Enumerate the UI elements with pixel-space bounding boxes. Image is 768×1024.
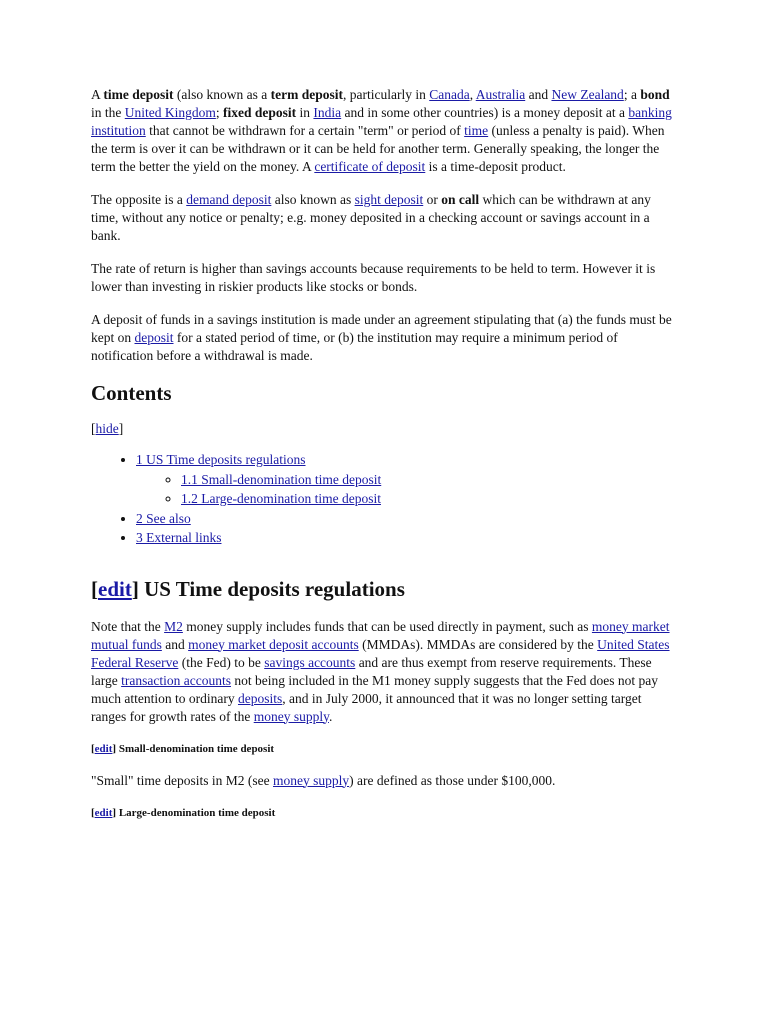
bracket: ] <box>118 421 124 436</box>
edit-link[interactable]: edit <box>94 806 113 819</box>
text: for a stated period of time, or (b) the institution may require a minimum period of notification before a withdrawal is made. <box>91 330 618 363</box>
text: (unless a penalty is paid). When the term is over it can be withdrawn or it can be held for another term. Generally speaking, the longer the term the better the yield on the money. A <box>91 123 665 174</box>
text: (MMDAs). MMDAs are considered by the <box>358 636 598 652</box>
toc-link-external-links[interactable]: 3 External links <box>136 530 222 545</box>
text: "Small" time deposits in M2 (see <box>91 772 274 788</box>
text: also known as <box>271 192 355 207</box>
intro-paragraph-1 <box>91 86 679 176</box>
link-india[interactable]: India <box>313 105 342 120</box>
section-heading-us-regulations <box>91 576 679 602</box>
intro-paragraph-2 <box>91 191 679 245</box>
text: ; <box>215 105 224 120</box>
link-sight-deposit[interactable]: sight deposit <box>354 192 424 207</box>
link-transaction-accounts[interactable]: transaction accounts <box>121 672 231 688</box>
toc-item <box>181 489 679 509</box>
text: and <box>161 636 189 652</box>
link-money-supply[interactable]: money supply <box>253 708 329 724</box>
text: in the <box>91 105 125 120</box>
link-money-supply[interactable]: money supply <box>273 772 350 788</box>
text: in <box>296 105 314 120</box>
hide-toc-link[interactable]: hide <box>95 421 119 436</box>
toc-item <box>136 450 679 509</box>
text: (the Fed) to be <box>178 654 265 670</box>
bracket: ] <box>112 806 119 819</box>
text: . <box>328 708 333 724</box>
link-federal-reserve[interactable]: Federal Reserve <box>91 654 179 670</box>
text: The opposite is a <box>91 192 187 207</box>
text: and are thus exempt from reserve requirements. These large <box>91 654 652 688</box>
link-canada[interactable]: Canada <box>429 87 470 102</box>
term-term-deposit: term deposit <box>270 87 343 102</box>
bracket: [ <box>91 742 95 755</box>
text: ) are defined as those under $100,000. <box>349 772 556 788</box>
toc-toggle <box>91 420 679 438</box>
toc-link-large-denomination[interactable]: 1.2 Large-denomination time deposit <box>181 491 381 506</box>
subsection-title: Small-denomination time deposit <box>118 742 275 755</box>
text: and in some other countries) is a money deposit at a <box>341 105 629 120</box>
table-of-contents <box>91 450 679 548</box>
text: , and in July 2000, it announced that it was no longer setting target ranges for growth rates of the <box>91 690 642 724</box>
text: A <box>91 87 104 102</box>
section-paragraph <box>91 618 679 726</box>
toc-link-us-time-deposits-regulations[interactable]: 1 US Time deposits regulations <box>136 452 306 467</box>
link-savings-accounts[interactable]: savings accounts <box>264 654 356 670</box>
toc-link-see-also[interactable]: 2 See also <box>136 510 191 526</box>
text: Note that the <box>91 618 165 634</box>
toc-item <box>136 509 679 529</box>
link-new-zealand[interactable]: New Zealand <box>551 87 624 102</box>
intro-paragraph-3: The rate of return is higher than savings accounts because requirements to be held to term. However it is lower than investing in riskier products like stocks or bonds. <box>91 261 656 294</box>
link-australia[interactable]: Australia <box>475 87 526 102</box>
link-banking-institution[interactable]: banking institution <box>91 105 672 138</box>
text: which can be withdrawn at any time, without any notice or penalty; e.g. money deposited in a checking account or savings account in a bank. <box>91 192 651 243</box>
term-time-deposit: time deposit <box>103 87 174 102</box>
link-deposit[interactable]: deposit <box>134 330 174 345</box>
term-bond: bond <box>640 87 670 102</box>
link-m2[interactable]: M2 <box>164 618 183 634</box>
bracket: ] <box>112 742 119 755</box>
subsection-heading-small <box>91 741 679 757</box>
link-time[interactable]: time <box>464 123 489 138</box>
article <box>91 86 679 836</box>
text: not being included in the M1 money supply suggests that the Fed does not pay much attention to ordinary <box>91 672 659 706</box>
text: , particularly in <box>342 87 430 102</box>
toc-link-small-denomination[interactable]: 1.1 Small-denomination time deposit <box>181 471 382 487</box>
text: A deposit of funds in a savings institution is made under an agreement stipulating that (a) the funds must be kept on <box>91 312 672 345</box>
link-united-states[interactable]: United States <box>597 636 670 652</box>
text: ; a <box>623 87 641 102</box>
text: is a time-deposit product. <box>425 159 566 174</box>
toc-sublist <box>136 470 679 509</box>
link-demand-deposit[interactable]: demand deposit <box>186 192 272 207</box>
text: (also known as a <box>173 87 271 102</box>
subsection-title: Large-denomination time deposit <box>118 806 276 819</box>
subsection-paragraph <box>91 772 679 790</box>
link-deposits[interactable]: deposits <box>237 690 283 706</box>
edit-link[interactable]: edit <box>98 576 132 601</box>
contents-heading: Contents <box>91 381 172 405</box>
subsection-heading-large <box>91 805 679 821</box>
toc-item <box>136 528 679 548</box>
bracket: [ <box>91 806 95 819</box>
text: or <box>423 192 442 207</box>
link-united-kingdom[interactable]: United Kingdom <box>124 105 216 120</box>
toc-item <box>181 470 679 490</box>
edit-link[interactable]: edit <box>94 742 113 755</box>
text: money supply includes funds that can be used directly in payment, such as <box>182 618 592 634</box>
bracket: ] <box>131 576 145 601</box>
bracket: [ <box>91 576 98 601</box>
term-fixed-deposit: fixed deposit <box>223 105 297 120</box>
link-money-market-deposit-accounts[interactable]: money market deposit accounts <box>188 636 359 652</box>
intro-paragraph-4 <box>91 311 679 365</box>
text: that cannot be withdrawn for a certain "term" or period of <box>145 123 465 138</box>
text: and <box>525 87 552 102</box>
term-on-call: on call <box>441 192 480 207</box>
link-money-market-mutual-funds[interactable]: money market mutual funds <box>91 618 670 652</box>
section-title: US Time deposits regulations <box>144 576 405 601</box>
link-certificate-of-deposit[interactable]: certificate of deposit <box>314 159 426 174</box>
text: , <box>469 87 476 102</box>
bracket: [ <box>91 421 96 436</box>
